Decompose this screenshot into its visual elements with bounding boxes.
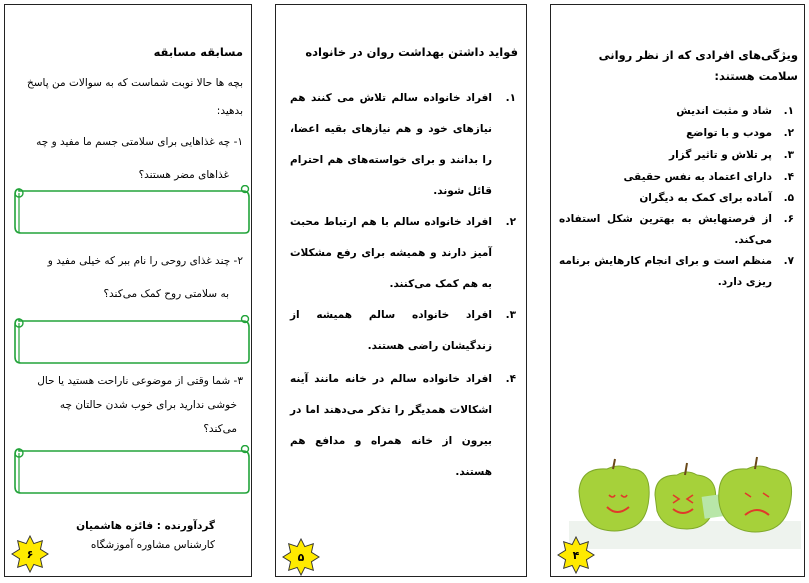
page-number-badge-5 [282, 538, 320, 576]
trait-text: از فرصتهایش به بهترین شکل استفاده می‌کند. [559, 213, 772, 246]
question-2-line2: به سلامتی روح کمک می‌کند؟ [103, 288, 229, 300]
question-2-line1: ۲- چند غذای روحی را نام ببر که خیلی مفید و [47, 255, 243, 267]
apples-illustration [569, 451, 801, 549]
trait-text: منظم است و برای انجام کارهایش برنامه ریزی دارد. [559, 255, 772, 288]
benefit-text: افراد خانواده سالم در خانه مانند آینه اشکالات همدیگر را تذکر می‌دهند اما در بیرون از خانه همراه و مدافع هم هستند. [290, 373, 492, 478]
trait-number: ۶. [783, 213, 794, 225]
panel-page-5 [275, 4, 527, 577]
trait-item-6 [559, 209, 794, 251]
scroll-frame-2 [11, 315, 251, 367]
author-role: کارشناس مشاوره آموزشگاه [90, 539, 215, 551]
trait-text: آماده برای کمک به دیگران [639, 192, 772, 204]
benefit-number: ۴. [505, 373, 516, 385]
trait-text: دارای اعتماد به نفس حقیقی [623, 171, 772, 183]
author-name: گردآورنده : فائزه هاشمیان [76, 520, 215, 532]
trait-item-7 [559, 251, 794, 293]
panel-page-4 [550, 4, 805, 577]
trait-text: مودب و با تواضع [686, 127, 772, 139]
answer-box-1[interactable] [11, 185, 251, 237]
trait-number: ۲. [783, 127, 794, 139]
trait-number: ۳. [783, 149, 794, 161]
question-3-line1: ۳- شما وقتی از موضوعی ناراحت هستید یا حال [37, 375, 243, 387]
quiz-intro-line1: بچه ها حالا نوبت شماست که به سوالات من پاسخ [26, 77, 243, 89]
trait-item-4 [559, 167, 794, 188]
question-3-line2: خوشی ندارید برای خوب شدن حالتان چه [59, 399, 237, 411]
question-3 [13, 369, 243, 441]
benefit-item-3 [290, 300, 516, 362]
trait-item-3 [559, 145, 794, 166]
question-1-line2: غذاهای مضر هستند؟ [138, 169, 229, 181]
trait-number: ۵. [783, 192, 794, 204]
benefit-text: افراد خانواده سالم با هم ارتباط محبت آمیز دارند و همیشه برای رفع مشکلات به هم کمک می‌کنند. [290, 216, 492, 290]
trait-item-5 [559, 188, 794, 209]
answer-box-3[interactable] [11, 445, 251, 497]
trait-number: ۷. [783, 255, 794, 267]
page-number: ۶ [26, 547, 34, 561]
page-number: ۴ [572, 548, 580, 562]
question-1 [13, 126, 243, 192]
scroll-frame-3 [11, 445, 251, 497]
answer-box-2[interactable] [11, 315, 251, 367]
trait-number: ۱. [783, 105, 794, 117]
benefit-text: افراد خانواده سالم تلاش می کنند هم نیازهای خود و هم نیازهای بقیه اعضا، را بدانند و برای خواسته‌های هم احترام قائل شوند. [290, 92, 492, 197]
benefit-number: ۲. [505, 216, 516, 228]
smiling-apples-image [569, 451, 801, 549]
quiz-intro-line2: بدهید: [216, 105, 243, 117]
scroll-frame-1 [11, 185, 251, 237]
benefit-text: افراد خانواده سالم همیشه از زندگیشان راضی هستند. [290, 309, 492, 352]
trait-number: ۴. [783, 171, 794, 183]
question-3-line3: می‌کند؟ [203, 423, 237, 435]
benefit-item-2 [290, 207, 516, 300]
trait-item-2 [559, 123, 794, 144]
benefits-title: فواید داشتن بهداشت روان در خانواده [305, 45, 518, 59]
page-number-badge-4 [557, 536, 595, 574]
trait-text: پر تلاش و تاثیر گزار [669, 149, 772, 161]
page-number-badge-6 [11, 535, 49, 573]
benefit-number: ۳. [505, 309, 516, 321]
quiz-title: مسابقه مسابقه [153, 45, 243, 59]
question-1-line1: ۱- چه غذاهایی برای سلامتی جسم ما مفید و چه [36, 136, 243, 148]
panel-page-6 [4, 4, 252, 577]
benefit-item-4 [290, 364, 516, 488]
trait-item-1 [559, 101, 794, 122]
benefit-number: ۱. [505, 92, 516, 104]
question-2 [13, 245, 243, 311]
trait-text: شاد و مثبت اندیش [676, 105, 772, 117]
benefit-item-1 [290, 83, 516, 207]
traits-title: ویژگی‌های افرادی که از نظر روانی سلامت هستند: [598, 48, 798, 83]
page-number: ۵ [297, 550, 305, 564]
